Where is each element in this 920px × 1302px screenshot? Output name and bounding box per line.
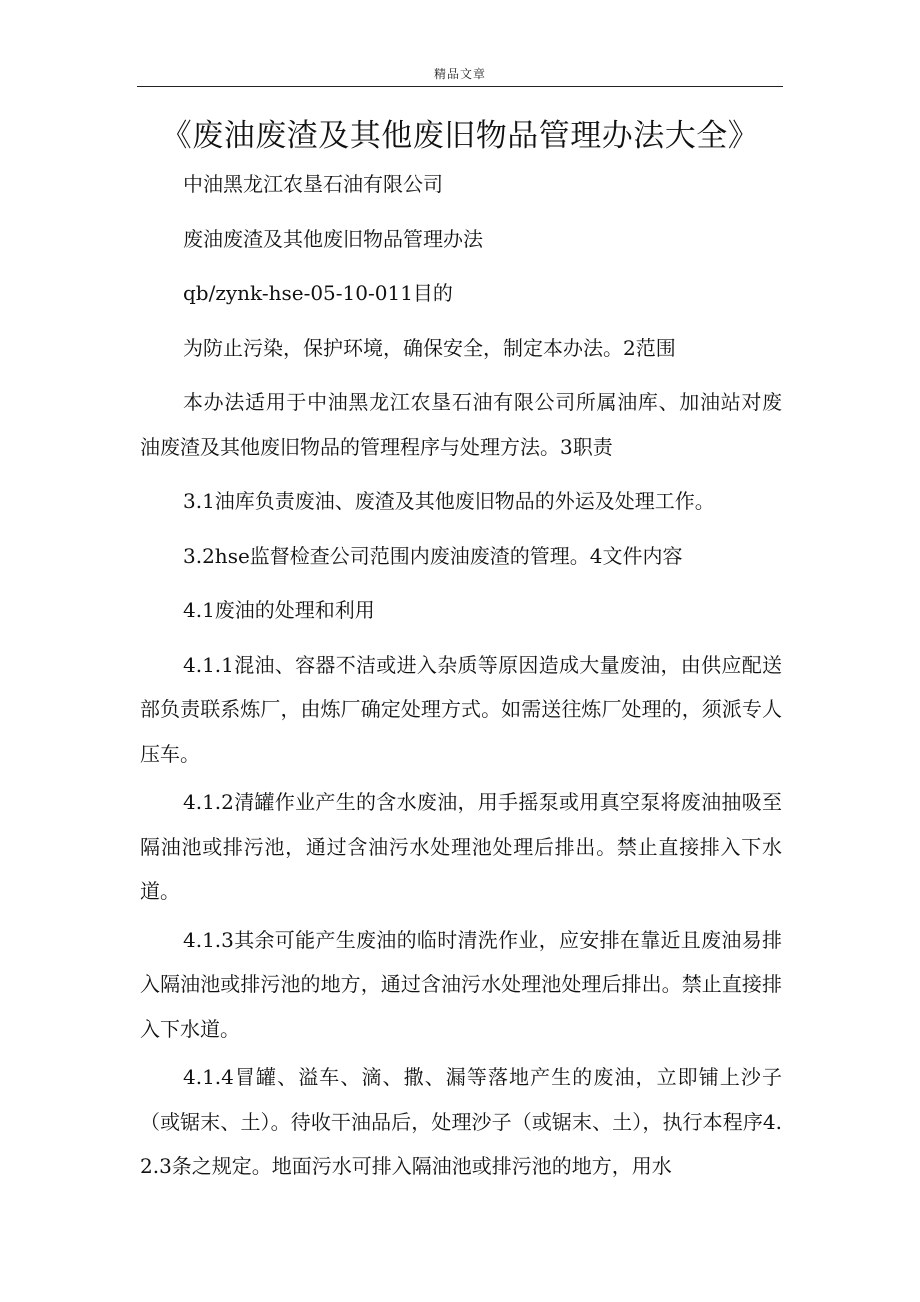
document-title: 《废油废渣及其他废旧物品管理办法大全》 — [160, 118, 760, 154]
header-text: 精品文章 — [433, 67, 486, 81]
paragraph-scope: 本办法适用于中油黑龙江农垦石油有限公司所属油库、加油站对废油废渣及其他废旧物品的管理程序与处理方法。3职责 — [140, 390, 782, 459]
paragraph-4-1-4: 4.1.4冒罐、溢车、滴、撒、漏等落地产生的废油，立即铺上沙子（或锯末、土）。待收干油品后，处理沙子（或锯末、土），执行本程序4.2.3条之规定。地面污水可排入隔油池或排污池的地方，用水 — [140, 1065, 782, 1178]
paragraph-4-1-2: 4.1.2清罐作业产生的含水废油，用手摇泵或用真空泵将废油抽吸至隔油池或排污池，通过含油污水处理池处理后排出。禁止直接排入下水道。 — [140, 790, 782, 903]
page-header — [137, 58, 783, 87]
paragraph-4-1: 4.1废油的处理和利用 — [183, 598, 375, 622]
paragraph-code-purpose: qb/zynk-hse-05-10-011目的 — [183, 281, 453, 305]
paragraph-4-1-3: 4.1.3其余可能产生废油的临时清洗作业，应安排在靠近且废油易排入隔油池或排污池的地方，通过含油污水处理池处理后排出。禁止直接排入下水道。 — [140, 927, 782, 1041]
paragraph-subtitle: 废油废渣及其他废旧物品管理办法 — [183, 226, 483, 251]
paragraph-company: 中油黑龙江农垦石油有限公司 — [183, 172, 443, 196]
document-body — [140, 162, 782, 1193]
paragraph-3-1: 3.1油库负责废油、废渣及其他废旧物品的外运及处理工作。 — [183, 489, 715, 513]
paragraph-3-2: 3.2hse监督检查公司范围内废油废渣的管理。4文件内容 — [183, 543, 683, 568]
paragraph-4-1-1: 4.1.1混油、容器不洁或进入杂质等原因造成大量废油，由供应配送部负责联系炼厂，由炼厂确定处理方式。如需送往炼厂处理的，须派专人压车。 — [140, 652, 782, 766]
paragraph-purpose: 为防止污染，保护环境，确保安全，制定本办法。2范围 — [183, 335, 676, 360]
